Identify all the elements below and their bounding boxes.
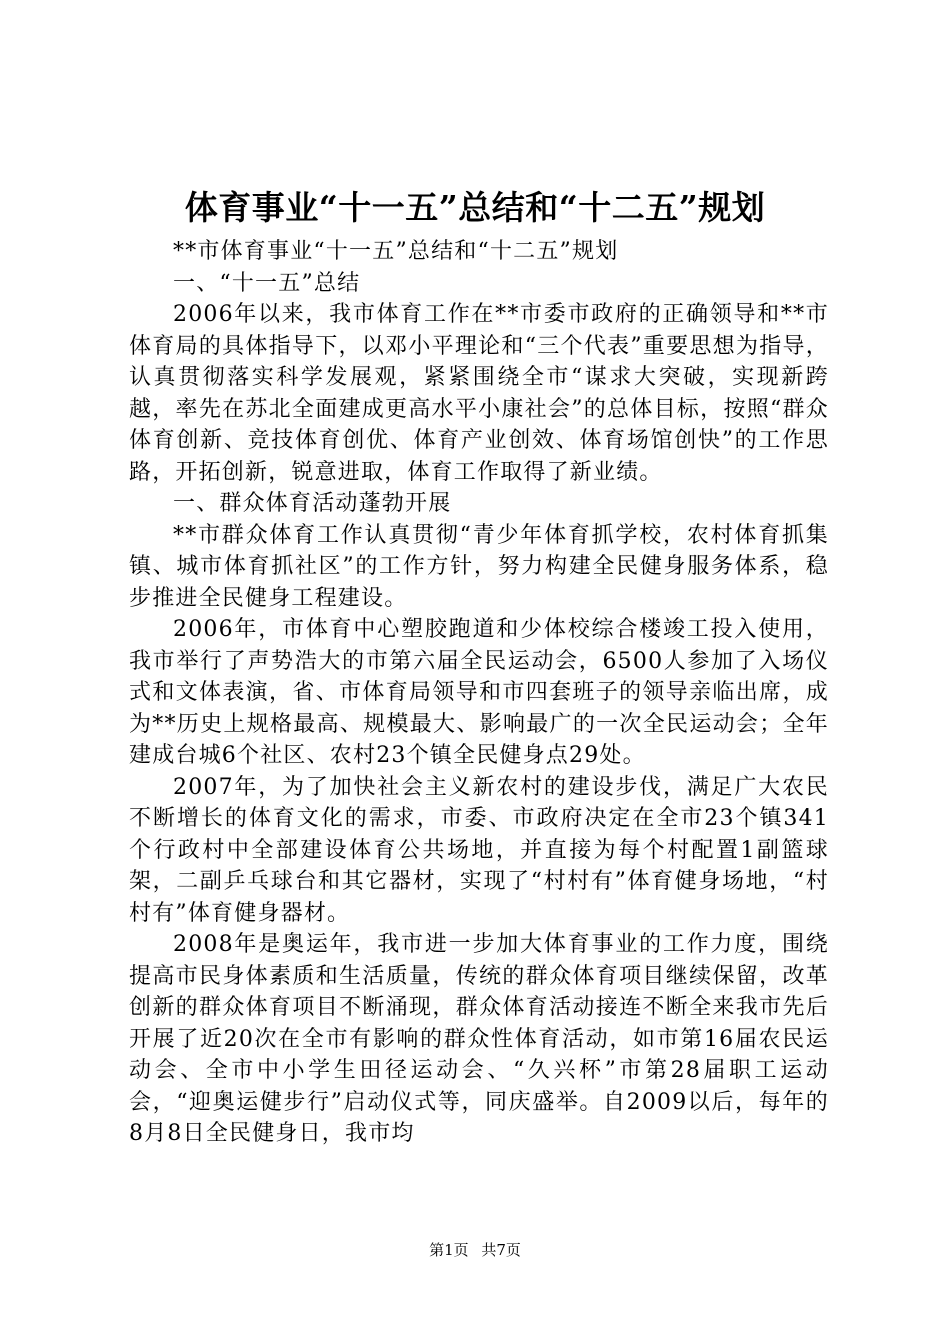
page-footer <box>0 1240 950 1260</box>
body-paragraph: 2006年，市体育中心塑胶跑道和少体校综合楼竣工投入使用，我市举行了声势浩大的市第六届全民运动会，6500人参加了入场仪式和文体表演，省、市体育局领导和市四套班子的领导亲临出席，成为**历史上规格最高、规模最大、影响最广的一次全民运动会；全年建成台城6个社区、农村23个镇全民健身点29处。 <box>129 617 829 768</box>
body-paragraph: 2006年以来，我市体育工作在**市委市政府的正确领导和**市体育局的具体指导下，以邓小平理论和“三个代表”重要思想为指导，认真贯彻落实科学发展观，紧紧围绕全市“谋求大突破，实现新跨越，率先在苏北全面建成更高水平小康社会”的总体目标，按照“群众体育创新、竞技体育创优、体育产业创效、体育场馆创快”的工作思路，开拓创新，锐意进取，体育工作取得了新业绩。 <box>129 302 829 485</box>
body-paragraph: 2007年，为了加快社会主义新农村的建设步伐，满足广大农民不断增长的体育文化的需求，市委、市政府决定在全市23个镇341个行政村中全部建设体育公共场地，并直接为每个村配置1副篮球架，二副乒乓球台和其它器材，实现了“村村有”体育健身场地，“村村有”体育健身器材。 <box>129 774 829 926</box>
subtitle-line: **市体育事业“十一五”总结和“十二五”规划 <box>173 239 619 264</box>
document-title: 体育事业“十一五”总结和“十二五”规划 <box>184 188 766 227</box>
page-total: 共7页 <box>481 1241 521 1259</box>
body-paragraph: **市群众体育工作认真贯彻“青少年体育抓学校，农村体育抓集镇、城市体育抓社区”的工作方针，努力构建全民健身服务体系，稳步推进全民健身工程建设。 <box>129 522 829 611</box>
document-body <box>129 236 829 1150</box>
section-heading: 一、群众体育活动蓬勃开展 <box>173 491 452 516</box>
section-heading: 一、“十一五”总结 <box>173 270 361 296</box>
body-paragraph: 2008年是奥运年，我市进一步加大体育事业的工作力度，围绕提高市民身体素质和生活质量，传统的群众体育项目继续保留，改革创新的群众体育项目不断涌现，群众体育活动接连不断全来我市先后开展了近20次在全市有影响的群众性体育活动，如市第16届农民运动会、全市中小学生田径运动会、“久兴杯”市第28届职工运动会，“迎奥运健步行”启动仪式等，同庆盛举。自2009以后，每年的8月8日全民健身日，我市均 <box>129 932 829 1146</box>
page-number: 第1页 <box>429 1241 469 1259</box>
